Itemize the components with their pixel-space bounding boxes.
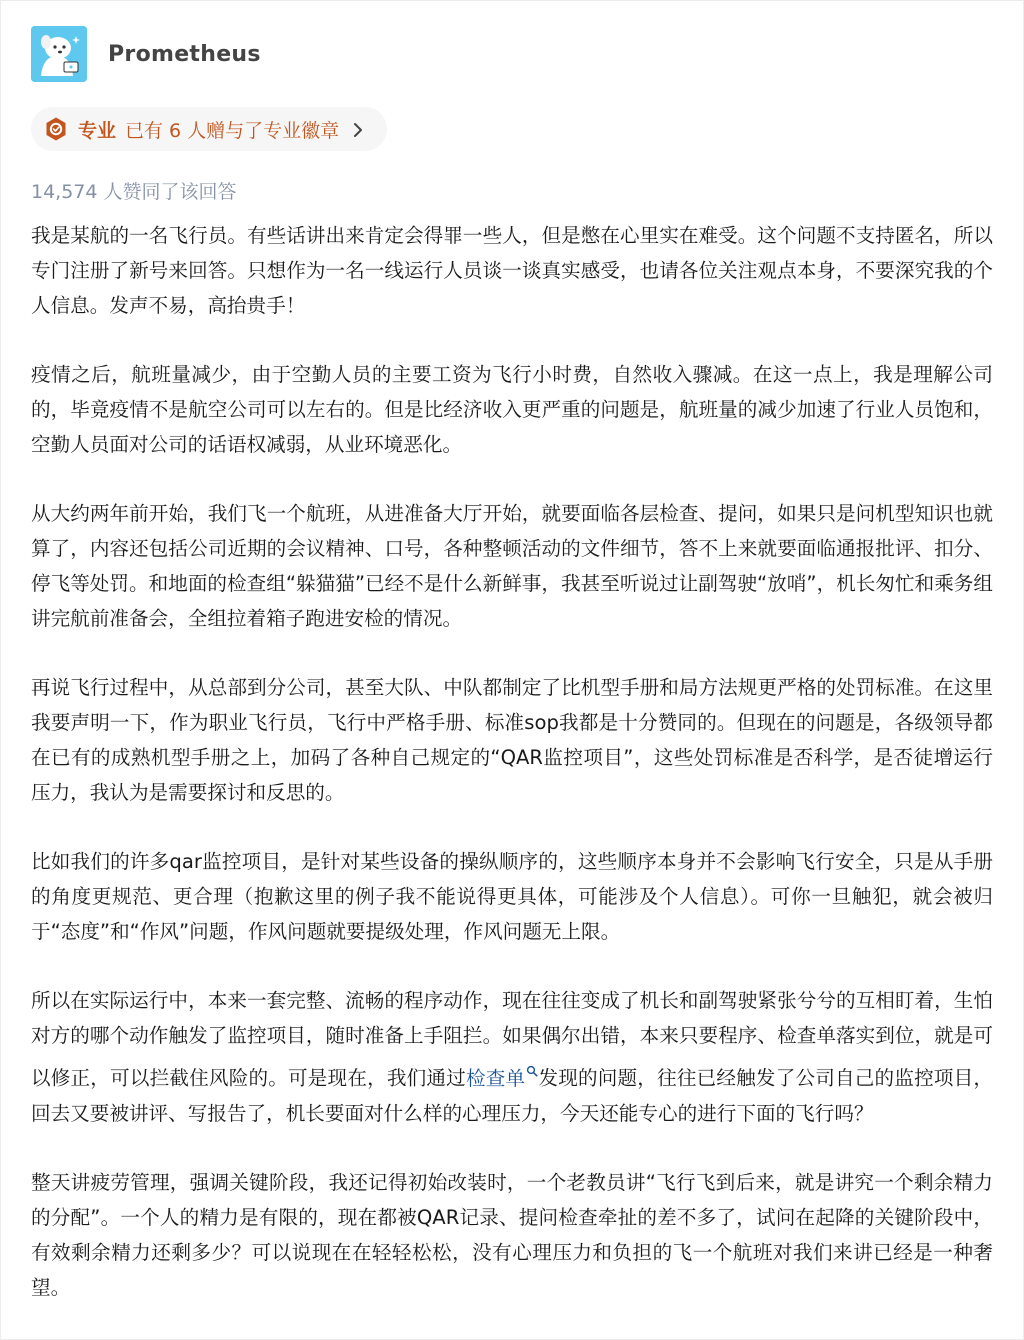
professional-badge[interactable] <box>31 107 387 151</box>
badge-kind-label: 专业 <box>78 119 117 142</box>
paragraph-6-text-before: 所以在实际运行中，本来一套完整、流畅的程序动作，现在往往变成了机长和副驾驶紧张兮兮的互相盯着，生怕对方的哪个动作触发了监控项目，随时准备上手阻拦。如果偶尔出错，本来只要程序、检查单落实到位，就是可以修正，可以拦截住风险的。可是现在，我们通过 <box>31 989 993 1090</box>
badge-medal-icon <box>43 116 69 142</box>
badge-description: 已有 6 人赠与了专业徽章 <box>125 119 340 142</box>
search-icon[interactable] <box>526 1053 538 1065</box>
vote-count: 14,574 人赞同了该回答 <box>31 181 237 203</box>
paragraph-7: 整天讲疲劳管理，强调关键阶段，我还记得初始改装时，一个老教员讲“飞行飞到后来，就是讲究一个剩余精力的分配”。一个人的精力是有限的，现在都被QAR记录、提问检查牵扯的差不多了，试问在起降的关键阶段中，有效剩余精力还剩多少？可以说现在在轻轻松松，没有心理压力和负担的飞一个航班对我们来讲已经是一种奢望。 <box>31 1170 993 1299</box>
checklist-link[interactable] <box>466 1067 538 1090</box>
paragraph-2: 疫情之后，航班量减少，由于空勤人员的主要工资为飞行小时费，自然收入骤减。在这一点上，我是理解公司的，毕竟疫情不是航空公司可以左右的。但是比经济收入更严重的问题是，航班量的减少加速了行业人员饱和，空勤人员面对公司的话语权减弱，从业环境恶化。 <box>31 363 993 456</box>
checklist-link-text[interactable]: 检查单 <box>465 1066 526 1090</box>
author-name[interactable]: Prometheus <box>108 41 261 67</box>
chevron-right-icon <box>351 121 365 137</box>
paragraph-1: 我是某航的一名飞行员。有些话讲出来肯定会得罪一些人，但是憋在心里实在难受。这个问题不支持匿名，所以专门注册了新号来回答。只想作为一名一线运行人员谈一谈真实感受，也请各位关注观点本身，不要深究我的个人信息。发声不易，高抬贵手！ <box>31 224 993 317</box>
answer-content <box>31 218 993 1339</box>
paragraph-6-text-after: 发现的问题，往往已经触发了公司自己的监控项目，回去又要被讲评、写报告了，机长要面对什么样的心理压力，今天还能专心的进行下面的飞行吗？ <box>31 1066 994 1125</box>
paragraph-5: 比如我们的许多qar监控项目，是针对某些设备的操纵顺序的，这些顺序本身并不会影响飞行安全，只是从手册的角度更规范、更合理（抱歉这里的例子我不能说得更具体，可能涉及个人信息）。可你一旦触犯，就会被归于“态度”和“作风”问题，作风问题就要提级处理，作风问题无上限。 <box>31 850 993 943</box>
paragraph-4: 再说飞行过程中，从总部到分公司，甚至大队、中队都制定了比机型手册和局方法规更严格的处罚标准。在这里我要声明一下，作为职业飞行员，飞行中严格手册、标准sop我都是十分赞同的。但现在的问题是，各级领导都在已有的成熟机型手册之上，加码了各种自己规定的“QAR监控项目”，这些处罚标准是否科学，是否徒增运行压力，我认为是需要探讨和反思的。 <box>31 676 993 804</box>
mascot-avatar-icon[interactable] <box>31 26 87 82</box>
paragraph-3: 从大约两年前开始，我们飞一个航班，从进准备大厅开始，就要面临各层检查、提问，如果只是问机型知识也就算了，内容还包括公司近期的会议精神、口号，各种整顿活动的文件细节，答不上来就要面临通报批评、扣分、停飞等处罚。和地面的检查组“躲猫猫”已经不是什么新鲜事，我甚至听说过让副驾驶“放哨”，机长匆忙和乘务组讲完航前准备会，全组拉着箱子跑进安检的情况。 <box>31 502 993 630</box>
paragraph-6 <box>31 983 993 1131</box>
author-header <box>31 26 261 82</box>
